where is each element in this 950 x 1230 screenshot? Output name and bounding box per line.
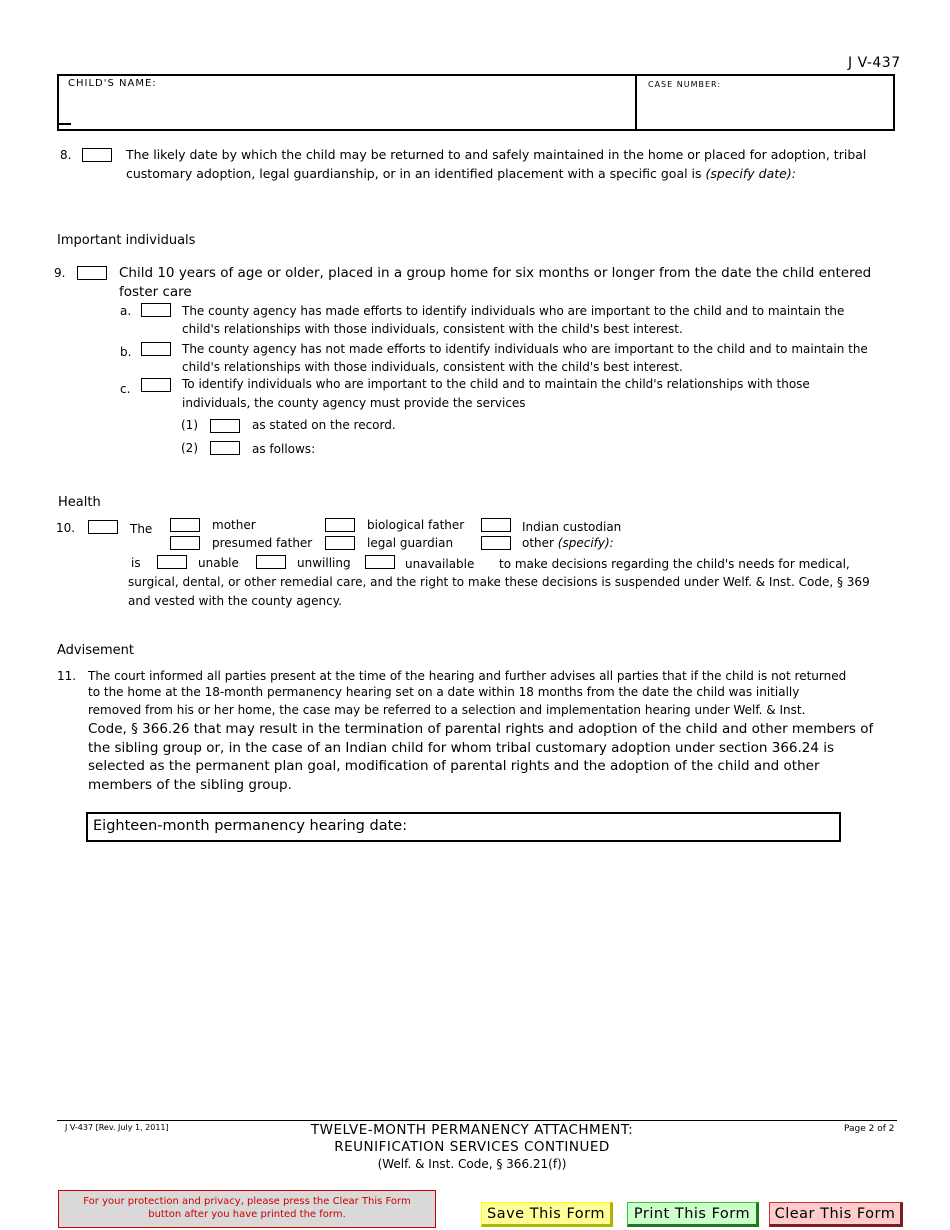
item9c2-text: as follows: bbox=[252, 442, 316, 456]
item11-number: 11. bbox=[57, 669, 77, 683]
mother-checkbox[interactable] bbox=[170, 518, 200, 532]
hearing-date-box[interactable] bbox=[86, 812, 841, 842]
item9-number: 9. bbox=[54, 266, 66, 280]
item11-line3: removed from his or her home, the case may be referred to a selection and implementation hearing under Welf. & Inst. bbox=[88, 703, 806, 717]
item11-line5: the sibling group or, in the case of an Indian child for whom tribal customary adoption under section 366.24 is bbox=[88, 740, 835, 756]
clear-form-button[interactable]: Clear This Form bbox=[769, 1202, 903, 1227]
child-name-input[interactable] bbox=[63, 98, 635, 126]
item9c1-checkbox[interactable] bbox=[210, 419, 240, 433]
other-text: other bbox=[522, 536, 558, 550]
legal-guardian-label: legal guardian bbox=[367, 536, 454, 550]
unwilling-label: unwilling bbox=[297, 556, 351, 570]
item8-line2-text: customary adoption, legal guardianship, or in an identified placement with a specific goal is bbox=[126, 166, 706, 181]
hearing-date-label: Eighteen-month permanency hearing date: bbox=[93, 818, 408, 834]
item9c-letter: c. bbox=[120, 382, 131, 396]
item9c1-text: as stated on the record. bbox=[252, 418, 396, 432]
save-form-button[interactable]: Save This Form bbox=[481, 1202, 613, 1227]
unavailable-label: unavailable bbox=[405, 557, 475, 571]
presumed-father-checkbox[interactable] bbox=[170, 536, 200, 550]
item8-line2 bbox=[126, 165, 796, 183]
item10-is: is bbox=[131, 556, 141, 570]
footer-title-line2: REUNIFICATION SERVICES CONTINUED bbox=[334, 1139, 610, 1155]
footer-rule bbox=[57, 1120, 897, 1121]
other-checkbox[interactable] bbox=[481, 536, 511, 550]
item9b-checkbox[interactable] bbox=[141, 342, 171, 356]
item9b-line2: child's relationships with those individuals, consistent with the child's best interest. bbox=[182, 360, 683, 374]
item9b-line1: The county agency has not made efforts to identify individuals who are important to the child and to maintain the bbox=[182, 342, 868, 356]
section-advisement: Advisement bbox=[57, 643, 134, 658]
other-label bbox=[522, 535, 614, 552]
mother-label: mother bbox=[212, 518, 256, 532]
unwilling-checkbox[interactable] bbox=[256, 555, 286, 569]
item10-line3: and vested with the county agency. bbox=[128, 594, 342, 608]
case-number-input[interactable] bbox=[643, 98, 891, 126]
item11-line2: to the home at the 18-month permanency hearing set on a date within 18 months from the date the child was initially bbox=[88, 685, 800, 699]
item9b-letter: b. bbox=[120, 345, 132, 359]
footer-citation: (Welf. & Inst. Code, § 366.21(f)) bbox=[377, 1157, 567, 1171]
footer-page: Page 2 of 2 bbox=[844, 1124, 895, 1134]
item9c-line1: To identify individuals who are important to the child and to maintain the child's relationships with those bbox=[182, 377, 810, 391]
item11-line6: selected as the permanent plan goal, modification of parental rights and the adoption of the child and other bbox=[88, 758, 820, 774]
item9c2-checkbox[interactable] bbox=[210, 441, 240, 455]
footer-title-line1: TWELVE-MONTH PERMANENCY ATTACHMENT: bbox=[310, 1122, 634, 1138]
indian-custodian-checkbox[interactable] bbox=[481, 518, 511, 532]
underline-mark bbox=[59, 123, 71, 125]
item9a-letter: a. bbox=[120, 304, 132, 318]
biological-father-checkbox[interactable] bbox=[325, 518, 355, 532]
privacy-notice bbox=[58, 1190, 436, 1228]
item11-line1: The court informed all parties present at the time of the hearing and further advises all parties that if the child is not returned bbox=[88, 669, 847, 683]
privacy-line1: For your protection and privacy, please press the Clear This Form bbox=[83, 1196, 411, 1207]
section-health: Health bbox=[58, 495, 101, 510]
privacy-line2: button after you have printed the form. bbox=[148, 1209, 346, 1220]
unable-checkbox[interactable] bbox=[157, 555, 187, 569]
form-id: J V-437 bbox=[848, 55, 901, 71]
item9-checkbox[interactable] bbox=[77, 266, 107, 280]
biological-father-label: biological father bbox=[367, 518, 465, 532]
footer-rev: J V-437 [Rev. July 1, 2011] bbox=[65, 1123, 169, 1132]
unavailable-checkbox[interactable] bbox=[365, 555, 395, 569]
item9c2-number: (2) bbox=[181, 441, 198, 455]
item9-line2: foster care bbox=[119, 284, 192, 300]
item9c-checkbox[interactable] bbox=[141, 378, 171, 392]
item9c-line2: individuals, the county agency must provide the services bbox=[182, 396, 526, 410]
unable-label: unable bbox=[198, 556, 239, 570]
item8-line2-italic: (specify date): bbox=[705, 166, 796, 181]
item9a-checkbox[interactable] bbox=[141, 303, 171, 317]
presumed-father-label: presumed father bbox=[212, 536, 313, 550]
item10-checkbox[interactable] bbox=[88, 520, 118, 534]
case-number-box bbox=[635, 74, 895, 131]
item11-line4: Code, § 366.26 that may result in the termination of parental rights and adoption of the child and other members of bbox=[88, 721, 874, 737]
item8-number: 8. bbox=[60, 148, 72, 162]
item10-tail1: to make decisions regarding the child's needs for medical, bbox=[499, 557, 850, 571]
item10-the: The bbox=[130, 522, 153, 536]
child-name-label: CHILD'S NAME: bbox=[68, 78, 157, 89]
item9a-line2: child's relationships with those individuals, consistent with the child's best interest. bbox=[182, 322, 683, 336]
item8-checkbox[interactable] bbox=[82, 148, 112, 162]
item8-line1: The likely date by which the child may be returned to and safely maintained in the home or placed for adoption, tribal bbox=[126, 147, 867, 162]
child-name-box bbox=[57, 74, 637, 131]
legal-guardian-checkbox[interactable] bbox=[325, 536, 355, 550]
item9c1-number: (1) bbox=[181, 418, 198, 432]
item9-line1: Child 10 years of age or older, placed in a group home for six months or longer from the date the child entered bbox=[119, 265, 872, 281]
item11-line7: members of the sibling group. bbox=[88, 777, 292, 793]
print-form-button[interactable]: Print This Form bbox=[627, 1202, 759, 1227]
item10-line2: surgical, dental, or other remedial care, and the right to make these decisions is suspended under Welf. & Inst. Code, § 369 bbox=[128, 575, 870, 589]
item10-number: 10. bbox=[56, 521, 76, 535]
item9a-line1: The county agency has made efforts to identify individuals who are important to the child and to maintain the bbox=[182, 304, 845, 318]
other-specify: (specify): bbox=[557, 536, 614, 550]
indian-custodian-label: Indian custodian bbox=[522, 520, 622, 534]
section-important-individuals: Important individuals bbox=[57, 233, 196, 248]
case-number-label: CASE NUMBER: bbox=[648, 80, 722, 89]
